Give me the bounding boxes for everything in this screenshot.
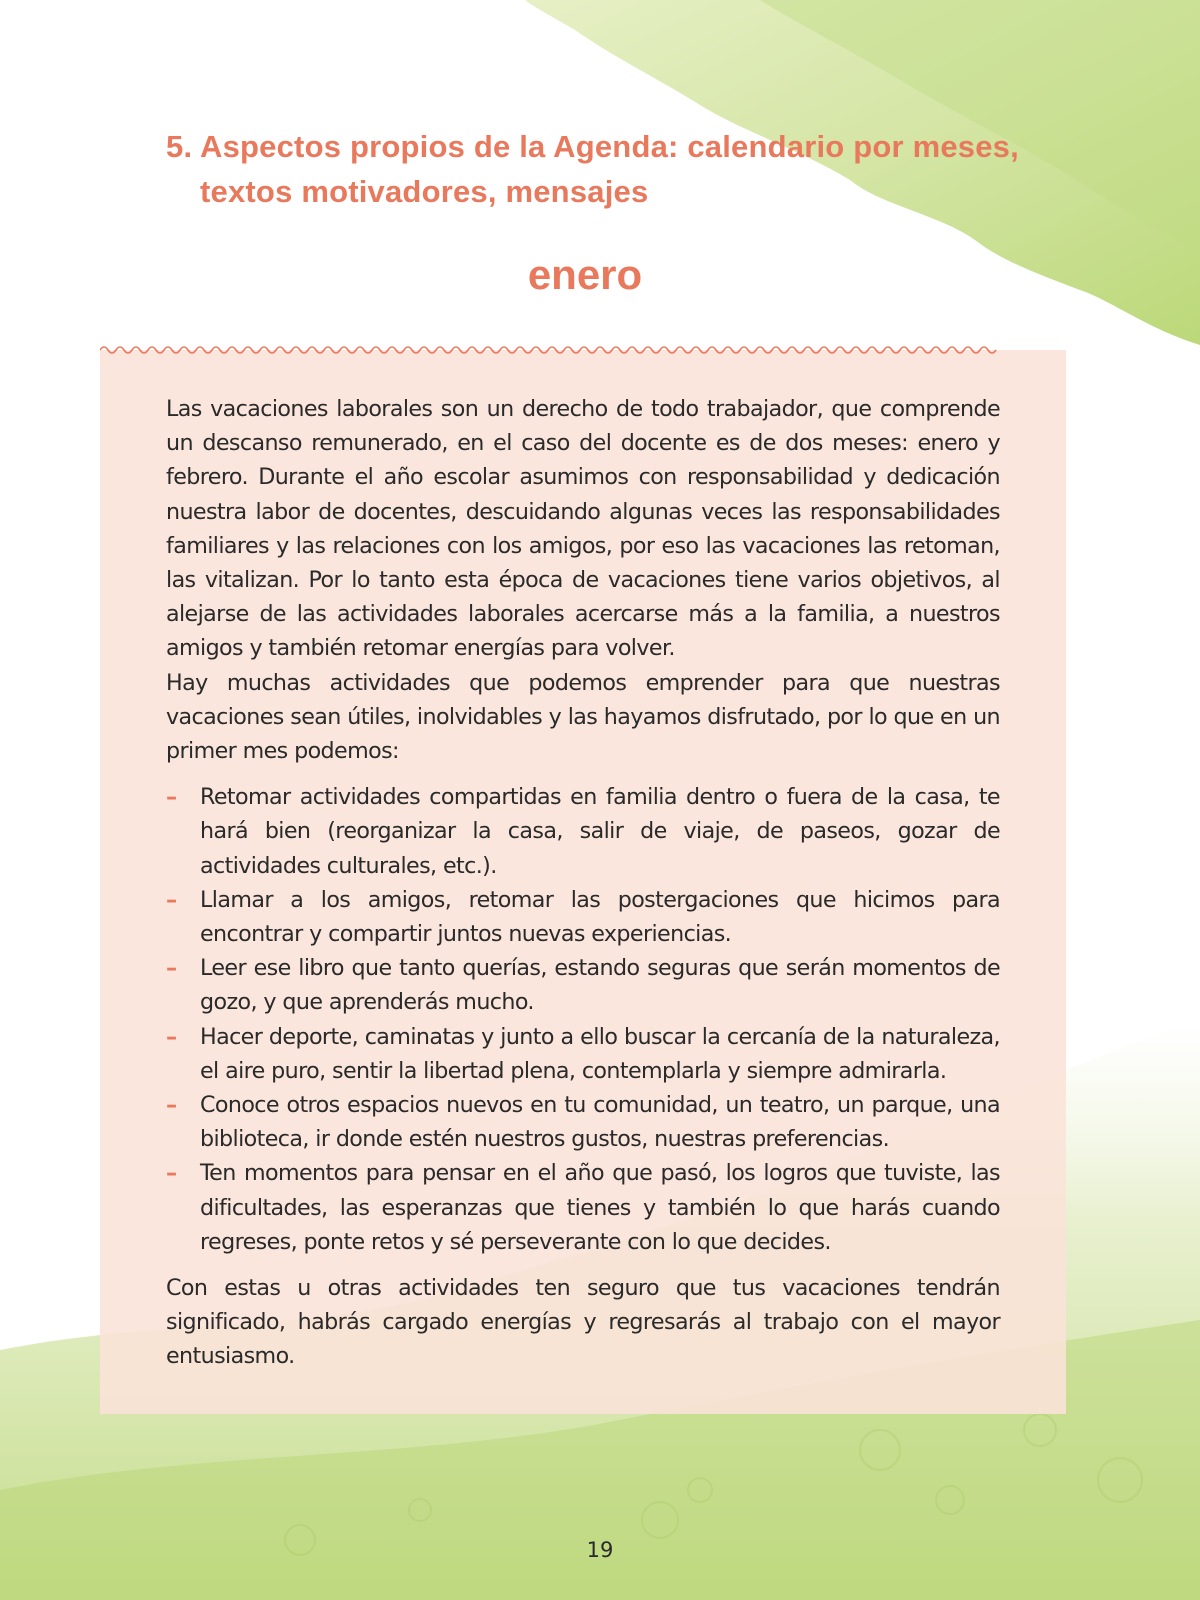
dash-bullet-icon: – xyxy=(166,784,177,811)
intro-paragraph: Las vacaciones laborales son un derecho de todo trabajador, que comprende un descanso remunerado, en el caso del docente es de dos meses: enero y febrero. Durante el año escolar asumimos con responsabilidad y dedicación nuestra labor de docentes, descuidando algunas veces las responsabilidades familiares y las relaciones con los amigos, por eso las vacaciones las retoman, las vitalizan. Por lo tanto esta época de vacaciones tiene varios objetivos, al alejarse de las actividades laborales acercarse más a la familia, a nuestros amigos y también retomar energías para volver. xyxy=(166,396,1000,662)
dash-bullet-icon: – xyxy=(166,1023,177,1050)
list-item xyxy=(166,1088,1000,1156)
list-item-text: Llamar a los amigos, retomar las postergaciones que hicimos para encontrar y compartir juntos nuevas experiencias. xyxy=(200,886,1000,948)
section-title: Aspectos propios de la Agenda: calendario por meses, textos motivadores, mensajes xyxy=(200,129,1019,209)
list-item xyxy=(166,883,1000,951)
list-item-text: Leer ese libro que tanto querías, estando seguras que serán momentos de gozo, y que aprenderás mucho. xyxy=(200,955,1000,1016)
dash-bullet-icon: – xyxy=(166,1160,177,1187)
second-paragraph: Hay muchas actividades que podemos emprender para que nuestras vacaciones sean útiles, inolvidables y las hayamos disfrutado, por lo que en un primer mes podemos: xyxy=(166,669,1000,765)
body-text xyxy=(166,392,1000,1374)
list-item xyxy=(166,780,1000,883)
section-number: 5. xyxy=(166,129,193,164)
list-item xyxy=(166,1156,1000,1259)
list-item xyxy=(166,1020,1000,1088)
list-item-text: Retomar actividades compartidas en familia dentro o fuera de la casa, te hará bien (reorganizar la casa, salir de viaje, de paseos, gozar de actividades culturales, etc.). xyxy=(200,784,1000,879)
list-item-text: Conoce otros espacios nuevos en tu comunidad, un teatro, un parque, una biblioteca, ir donde estén nuestros gustos, nuestras preferencias. xyxy=(200,1092,1000,1153)
activities-list xyxy=(166,780,1000,1259)
list-item xyxy=(166,951,1000,1019)
list-item-text: Hacer deporte, caminatas y junto a ello buscar la cercanía de la naturaleza, el aire puro, sentir la libertad plena, contemplarla y siempre admirarla. xyxy=(200,1023,1000,1084)
section-heading xyxy=(166,124,1026,214)
list-item-text: Ten momentos para pensar en el año que pasó, los logros que tuviste, las dificultades, las esperanzas que tienes y también lo que harás cuando regreses, ponte retos y sé perseverante con lo que decides. xyxy=(200,1160,1000,1255)
month-title: enero xyxy=(527,251,643,298)
closing-paragraph: Con estas u otras actividades ten seguro que tus vacaciones tendrán significado, habrás cargado energías y regresarás al trabajo con el mayor entusiasmo. xyxy=(166,1275,1000,1370)
page-number: 19 xyxy=(586,1538,614,1562)
dash-bullet-icon: – xyxy=(166,1092,177,1119)
dash-bullet-icon: – xyxy=(166,886,177,913)
dash-bullet-icon: – xyxy=(166,955,177,982)
decorative-scallop-border xyxy=(100,340,1066,360)
